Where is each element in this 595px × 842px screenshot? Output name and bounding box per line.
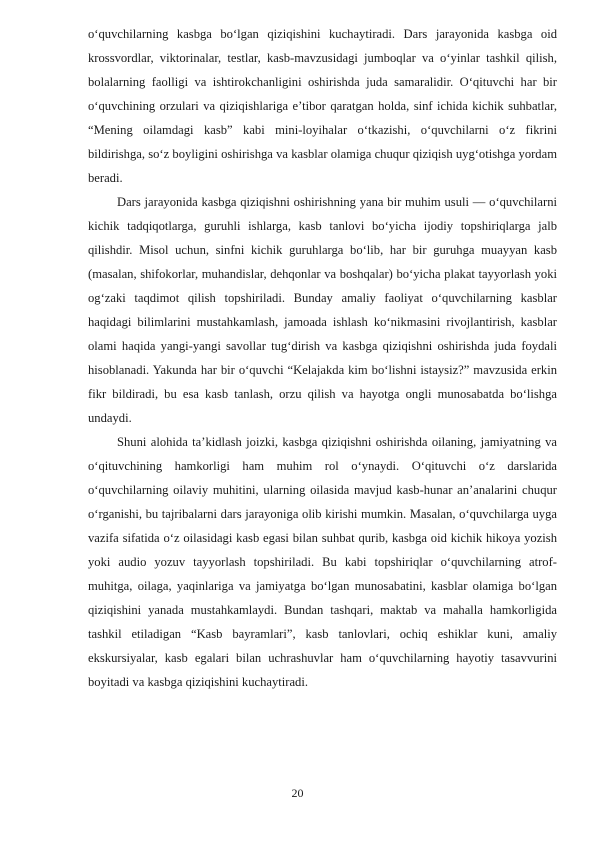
- document-page: [88, 22, 557, 694]
- paragraph-1: o‘quvchilarning kasbga bo‘lgan qiziqishini kuchaytiradi. Dars jarayonida kasbga oid krossvordlar, viktorinalar, testlar, kasb-mavzusidagi jumboqlar va o‘yinlar tashkil qilish, bolalarning faolligi va ishtirokchanligini oshirishda juda samaralidir. O‘qituvchi har bir o‘quvchining orzulari va qiziqishlariga e’tibor qaratgan holda, sinf ichida kichik suhbatlar, “Mening oilamdagi kasb” kabi mini-loyihalar o‘tkazishi, o‘quvchilarni o‘z fikrini bildirishga, so‘z boyligini oshirishga va kasblar olamiga chuqur qiziqish uyg‘otishga yordam beradi.: [88, 27, 557, 185]
- page-number: 20: [291, 786, 304, 800]
- paragraph-3: Shuni alohida ta’kidlash joizki, kasbga qiziqishni oshirishda oilaning, jamiyatning va o‘qituvchining hamkorligi ham muhim rol o‘ynaydi. O‘qituvchi o‘z darslarida o‘quvchilarning oilaviy muhitini, ularning oilasida mavjud kasb-hunar an’analarini chuqur o‘rganishi, bu tajribalarni dars jarayoniga olib kirishi mumkin. Masalan, o‘quvchilarga uyga vazifa sifatida o‘z oilasidagi kasb egasi bilan suhbat qurib, kasbga oid kichik hikoya yozish yoki audio yozuv tayyorlash topshiriladi. Bu kabi topshiriqlar o‘quvchilarning atrof-muhitga, oilaga, yaqinlariga va jamiyatga bo‘lgan munosabatini, kasblar olamiga bo‘lgan qiziqishini yanada mustahkamlaydi. Bundan tashqari, maktab va mahalla hamkorligida tashkil etiladigan “Kasb bayramlari”, kasb tanlovlari, ochiq eshiklar kuni, amaliy ekskursiyalar, kasb egalari bilan uchrashuvlar ham o‘quvchilarning hayotiy tasavvurini boyitadi va kasbga qiziqishini kuchaytiradi.: [88, 435, 557, 689]
- paragraph-2: Dars jarayonida kasbga qiziqishni oshirishning yana bir muhim usuli — o‘quvchilarni kichik tadqiqotlarga, guruhli ishlarga, kasb tanlovi bo‘yicha ijodiy topshiriqlarga jalb qilishdir. Misol uchun, sinfni kichik guruhlarga bo‘lib, har bir guruhga muayyan kasb (masalan, shifokorlar, muhandislar, dehqonlar va boshqalar) bo‘yicha plakat tayyorlash yoki og‘zaki taqdimot qilish topshiriladi. Bunday amaliy faoliyat o‘quvchilarning kasblar haqidagi bilimlarini mustahkamlash, jamoada ishlash ko‘nikmasini rivojlantirish, kasblar olami haqida yangi-yangi savollar tug‘dirish va kasbga qiziqishni oshirishda juda foydali hisoblanadi. Yakunda har bir o‘quvchi “Kelajakda kim bo‘lishni istaysiz?” mavzusida erkin fikr bildiradi, bu esa kasb tanlash, orzu qilish va hayotga ongli munosabatda bo‘lishga undaydi.: [88, 195, 557, 425]
